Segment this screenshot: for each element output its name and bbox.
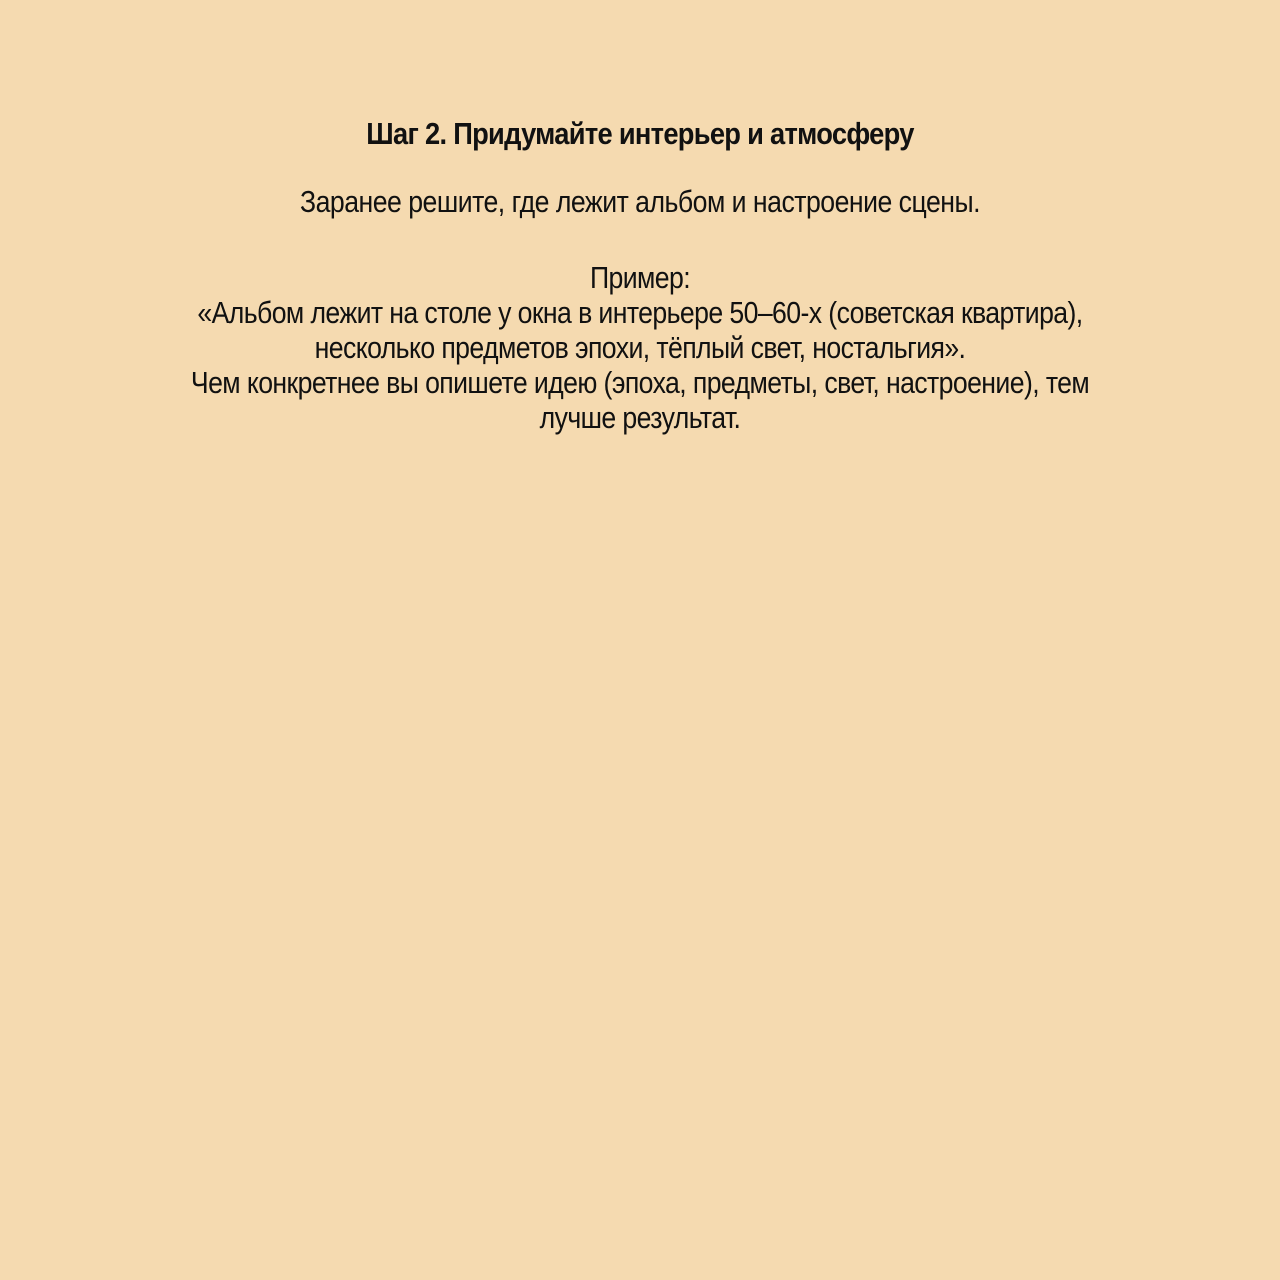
step-title: Шаг 2. Придумайте интерьер и атмосферу	[366, 116, 914, 151]
example-line-2: несколько предметов эпохи, тёплый свет, ностальгия».	[314, 330, 966, 365]
slide-content	[60, 110, 1220, 435]
example-line-4: лучше результат.	[539, 400, 741, 435]
example-block	[141, 260, 1139, 435]
example-line-3: Чем конкретнее вы опишете идею (эпоха, предметы, свет, настроение), тем	[190, 365, 1090, 400]
intro-text: Заранее решите, где лежит альбом и настроение сцены.	[299, 184, 981, 219]
example-label: Пример:	[589, 260, 691, 295]
example-line-1: «Альбом лежит на столе у окна в интерьере 50–60-х (советская квартира),	[197, 295, 1083, 330]
